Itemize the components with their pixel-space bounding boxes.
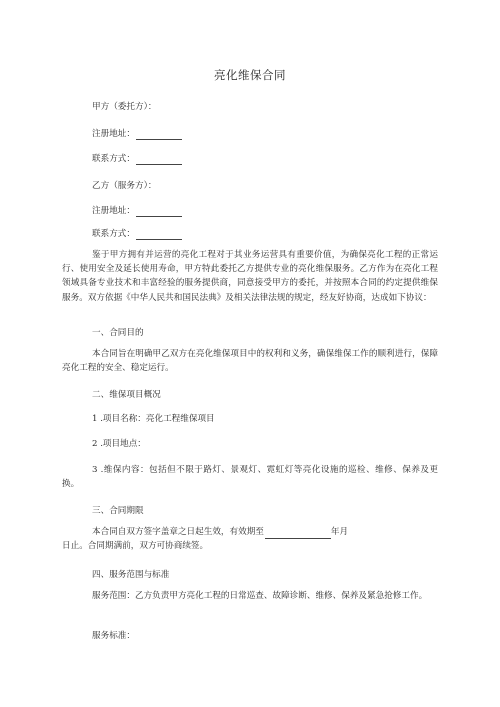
- party-a-contact: [92, 153, 182, 165]
- party-b-contact: [92, 228, 182, 240]
- section-3-date-blank: [265, 528, 331, 539]
- section-3-text-mid: 年月: [330, 527, 349, 537]
- party-b-heading: 乙方（服务方）：: [92, 181, 157, 191]
- section-1-paragraph: 本合同旨在明确甲乙双方在亮化维保项目中的权利和义务，确保维保工作的顺利进行，保障亮化工程的安全、稳定运行。: [62, 349, 438, 374]
- party-b-contact-blank: [136, 229, 182, 240]
- party-b-address-blank: [136, 206, 182, 217]
- party-a-address-label: 注册地址：: [92, 129, 135, 139]
- section-4-heading: 四、服务范围与标准: [92, 570, 170, 580]
- party-a-address-blank: [136, 129, 182, 140]
- party-a-contact-blank: [136, 154, 182, 165]
- party-a-heading: 甲方（委托方）：: [92, 102, 157, 112]
- document-title: 亮化维保合同: [214, 68, 286, 82]
- party-b-address: [92, 205, 182, 217]
- section-3-text-before: 本合同自双方签字盖章之日起生效，有效期至: [92, 527, 264, 537]
- section-4-scope-paragraph: 服务范围：乙方负责甲方亮化工程的日常巡查、故障诊断、维修、保养及紧急抢修工作。: [92, 591, 428, 601]
- section-2-item-1: 1 .项目名称：亮化工程维保项目: [92, 414, 215, 424]
- section-3-text-after: 日止。合同期满前，双方可协商续签。: [62, 541, 209, 552]
- party-b-contact-label: 联系方式：: [92, 229, 135, 239]
- preamble-paragraph: 鉴于甲方拥有并运营的亮化工程对于其业务运营具有重要价值，为确保亮化工程的正常运行、使用安全及延长使用寿命，甲方特此委托乙方提供专业的亮化维保服务。乙方作为在亮化工程领域具备专业技术和丰富经验的服务提供商，同意接受甲方的委托，并按照本合同的约定提供维保服务。双方依据《中华人民共和国民法典》及相关法律法规的规定，经友好协商，达成如下协议：: [62, 250, 438, 303]
- section-2-item-2: 2 .项目地点：: [92, 439, 146, 449]
- party-a-contact-label: 联系方式：: [92, 154, 135, 164]
- section-4-standard-label: 服务标准：: [92, 631, 135, 641]
- section-1-heading: 一、合同目的: [92, 328, 144, 338]
- party-a-address: [92, 128, 182, 140]
- party-b-address-label: 注册地址：: [92, 206, 135, 216]
- section-3-heading: 三、合同期限: [92, 506, 144, 516]
- section-2-heading: 二、维保项目概况: [92, 390, 161, 400]
- section-3-paragraph: [62, 525, 438, 553]
- section-2-item-3: 3 .维保内容：包括但不限于路灯、景观灯、霓虹灯等亮化设施的巡检、维修、保养及更换。: [62, 465, 438, 490]
